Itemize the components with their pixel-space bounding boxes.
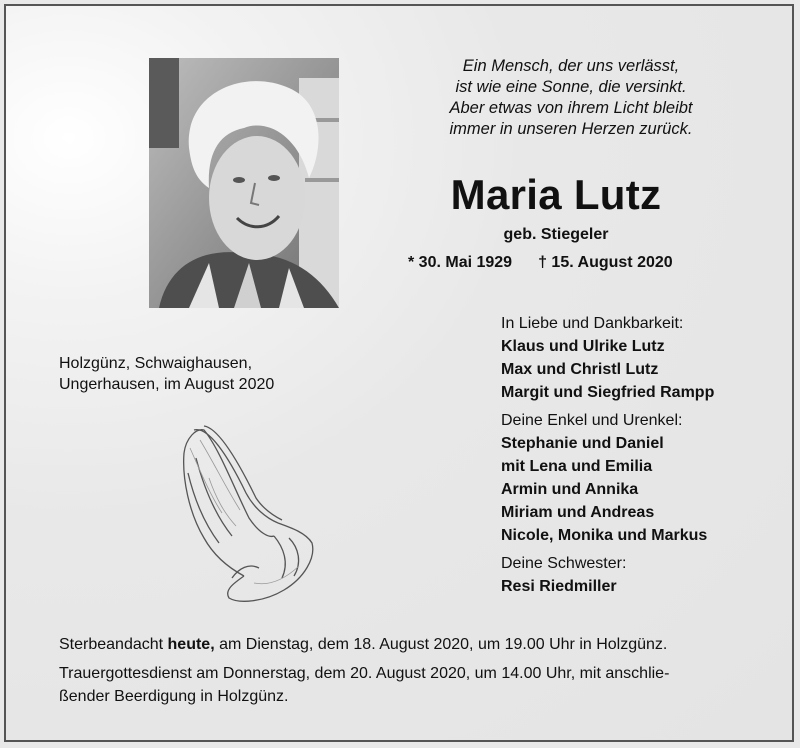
vigil-today: heute, [167,636,215,653]
vigil-details: am Dienstag, dem 18. August 2020, um 19.00 Uhr in Holzgünz. [219,636,668,653]
mourner-name: Miriam und Andreas [501,504,655,521]
group-heading: Deine Schwester: [501,555,627,572]
funeral-notice [59,662,779,708]
obituary-frame [4,4,794,742]
mourner-name: Max und Christl Lutz [501,361,659,378]
death-date: † 15. August 2020 [538,254,673,271]
mourner-group [501,409,791,547]
poem-line: Ein Mensch, der uns verlässt, [462,57,680,75]
vigil-prefix: Sterbeandacht [59,636,164,653]
mourner-name: Klaus und Ulrike Lutz [501,338,665,355]
life-dates [408,254,738,272]
group-heading: Deine Enkel und Urenkel: [501,412,683,429]
birth-name: geb. Stiegeler [503,226,609,243]
mourner-name: Resi Riedmiller [501,578,617,595]
portrait-photo [149,58,339,308]
service-info [59,633,779,714]
funeral-line: ßender Beerdigung in Holzgünz. [59,688,289,705]
place-line: Ungerhausen, im August 2020 [59,376,275,393]
place-line: Holzgünz, Schwaighausen, [59,355,253,372]
poem-line: immer in unseren Herzen zurück. [449,120,693,138]
mourner-name: Stephanie und Daniel [501,435,664,452]
mourner-group [501,312,791,404]
poem [406,56,736,140]
poem-line: ist wie eine Sonne, die versinkt. [455,78,687,96]
funeral-line: Trauergottesdienst am Donnerstag, dem 20. August 2020, um 14.00 Uhr, mit anschlie- [59,665,670,682]
mourner-group [501,552,791,598]
mourner-name: mit Lena und Emilia [501,458,653,475]
deceased-name: Maria Lutz [450,171,662,218]
mourner-name: Armin und Annika [501,481,639,498]
birth-date: * 30. Mai 1929 [408,254,513,271]
mourner-name: Margit und Siegfried Rampp [501,384,715,401]
mourners-list [501,312,791,603]
place-and-date [59,353,274,395]
poem-line: Aber etwas von ihrem Licht bleibt [449,99,693,117]
mourner-name: Nicole, Monika und Markus [501,527,708,544]
praying-hands-icon [174,418,319,603]
group-heading: In Liebe und Dankbarkeit: [501,315,684,332]
vigil-notice [59,633,779,656]
